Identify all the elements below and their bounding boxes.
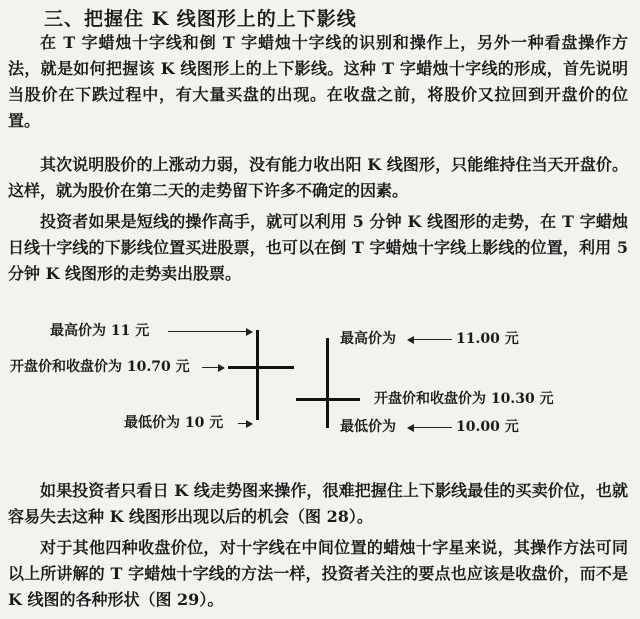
paragraph-5: 对于其他四种收盘价位，对十字线在中间位置的蜡烛十字星来说，其操作方法可同以上所讲解的 T 字蜡烛十字线的方法一样，投资者关注的要点也应该是收盘价，而不是 K 线图的各种形状（图 29）。 [8,538,628,609]
paragraph-4: 如果投资者只看日 K 线走势图来操作，很难把握住上下影线最佳的买卖价位，也就容易失去这种 K 线图形出现以后的机会（图 28）。 [8,481,628,526]
left-candle-body-line [228,366,294,369]
left-high-arrow [168,331,252,332]
right-high-arrow [408,339,452,340]
candlestick-diagram [0,318,640,448]
right-candle-body-line [296,398,360,401]
left-open-close-label: 开盘价和收盘价为 10.70 元 [10,359,190,375]
right-high-value: 11.00 元 [456,331,519,347]
paragraph-1: 在 T 字蜡烛十字线和倒 T 字蜡烛十字线的识别和操作上，另外一种看盘操作方法，就是如何把握该 K 线图形上的上下影线。这种 T 字蜡烛十字线的形成，首先说明当股价在下跌过程中，有大量买盘的出现。在收盘之前，将股价又拉回到开盘价的位置。 [8,33,628,130]
right-low-label: 最低价为 [340,419,396,435]
paragraph-2: 其次说明股价的上涨动力弱，没有能力收出阳 K 线图形，只能维持住当天开盘价。这样，就为股价在第二天的走势留下许多不确定的因素。 [8,155,628,200]
left-high-label: 最高价为 11 元 [50,323,150,339]
left-low-arrow [238,423,252,424]
left-open-close-arrow [202,367,224,368]
right-candle-shadow [326,338,329,428]
section-heading: 三、把握住 K 线图形上的上下影线 [44,8,357,30]
right-low-value: 10.00 元 [456,419,519,435]
right-open-close-label: 开盘价和收盘价为 10.30 元 [374,391,554,407]
right-high-label: 最高价为 [340,331,396,347]
left-candle-shadow [256,330,259,420]
right-low-arrow [408,427,452,428]
paragraph-3: 投资者如果是短线的操作高手，就可以利用 5 分钟 K 线图形的走势，在 T 字蜡烛日线十字线的下影线位置买进股票，也可以在倒 T 字蜡烛十字线上影线的位置，利用 5 分钟 K 线图形的走势卖出股票。 [8,212,628,283]
left-low-label: 最低价为 10 元 [124,415,224,431]
